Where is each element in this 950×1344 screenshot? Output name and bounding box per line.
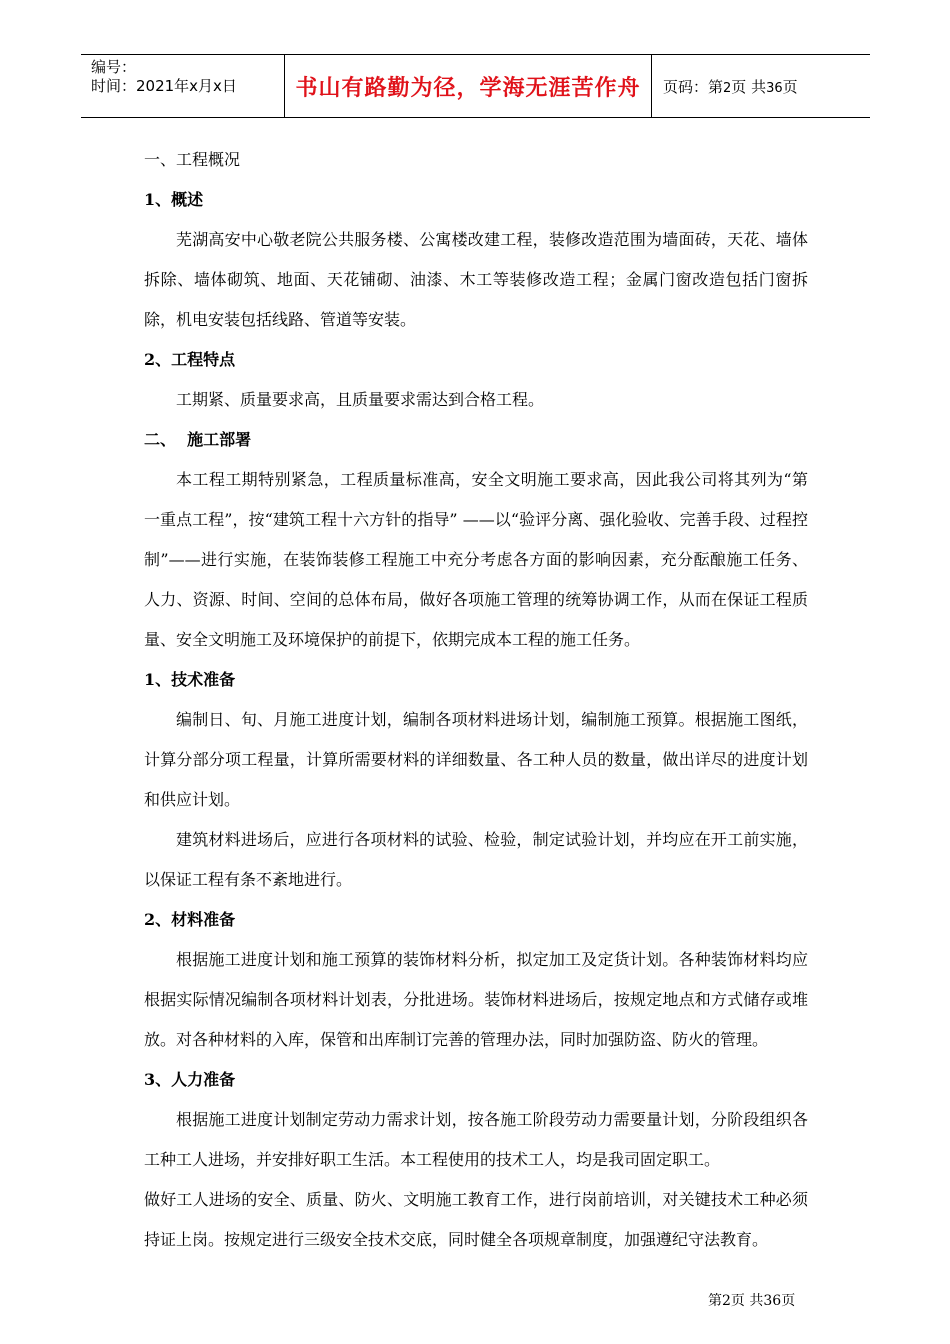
page-suffix: 页 (782, 78, 798, 96)
footer-middle: 页 共 (730, 1293, 764, 1309)
paragraph: 做好工人进场的安全、质量、防火、文明施工教育工作，进行岗前培训，对关键技术工种必须持证上岗。按规定进行三级安全技术交底，同时健全各项规章制度，加强遵纪守法教育。 (144, 1190, 808, 1249)
paragraph: 芜湖高安中心敬老院公共服务楼、公寓楼改建工程，装修改造范围为墙面砖，天花、墙体拆除、墙体砌筑、地面、天花铺砌、油漆、木工等装修改造工程；金属门窗改造包括门窗拆除，机电安装包括线路、管道等安装。 (144, 230, 808, 329)
section-heading: 二、 施工部署 (144, 430, 252, 449)
subsection-heading: 1、概述 (144, 190, 204, 209)
page-current: 2 (723, 81, 732, 96)
paragraph: 建筑材料进场后，应进行各项材料的试验、检验，制定试验计划，并均应在开工前实施，以保证工程有条不紊地进行。 (144, 830, 808, 889)
footer-current: 2 (722, 1293, 731, 1309)
section-heading: 一、工程概况 (144, 150, 241, 169)
page-total: 36 (766, 81, 783, 96)
page-prefix: 页码：第 (663, 78, 724, 96)
footer-suffix: 页 (781, 1293, 796, 1309)
paragraph: 工期紧、质量要求高，且质量要求需达到合格工程。 (176, 390, 545, 409)
subsection-heading: 1、技术准备 (144, 670, 236, 689)
footer-prefix: 第 (708, 1293, 722, 1309)
subsection-heading: 2、工程特点 (144, 350, 236, 369)
header-motto: 书山有路勤为径，学海无涯苦作舟 (295, 75, 641, 101)
header-meta (91, 58, 237, 96)
footer-total: 36 (763, 1293, 782, 1309)
paragraph: 根据施工进度计划制定劳动力需求计划，按各施工阶段劳动力需要量计划，分阶段组织各工种工人进场，并安排好职工生活。本工程使用的技术工人，均是我司固定职工。 (144, 1110, 808, 1169)
paragraph: 本工程工期特别紧急，工程质量标准高，安全文明施工要求高，因此我公司将其列为“第一重点工程”，按“建筑工程十六方针的指导” ——以“验评分离、强化验收、完善手段、过程控制”——进行实施，在装饰装修工程施工中充分考虑各方面的影响因素，充分酝酿施工任务、人力、资源、时间、空间的总体布局，做好各项施工管理的统筹协调工作，从而在保证工程质量、安全文明施工及环境保护的前提下，依期完成本工程的施工任务。 (144, 470, 808, 649)
header-page-number (663, 76, 798, 97)
subsection-heading: 2、材料准备 (144, 910, 236, 929)
document-number-label: 编号： (91, 58, 137, 76)
page-header (81, 54, 870, 118)
paragraph: 编制日、旬、月施工进度计划，编制各项材料进场计划，编制施工预算。根据施工图纸，计算分部分项工程量，计算所需要材料的详细数量、各工种人员的数量，做出详尽的进度计划和供应计划。 (144, 710, 808, 809)
page-footer (708, 1290, 795, 1310)
document-time-label: 时间：2021年x月x日 (91, 77, 237, 95)
page-middle: 页 共 (731, 78, 767, 96)
document-body (144, 140, 808, 1260)
subsection-heading: 3、人力准备 (144, 1070, 236, 1089)
paragraph: 根据施工进度计划和施工预算的装饰材料分析，拟定加工及定货计划。各种装饰材料均应根据实际情况编制各项材料计划表，分批进场。装饰材料进场后，按规定地点和方式储存或堆放。对各种材料的入库，保管和出库制订完善的管理办法，同时加强防盗、防火的管理。 (144, 950, 808, 1049)
header-divider (651, 55, 652, 117)
